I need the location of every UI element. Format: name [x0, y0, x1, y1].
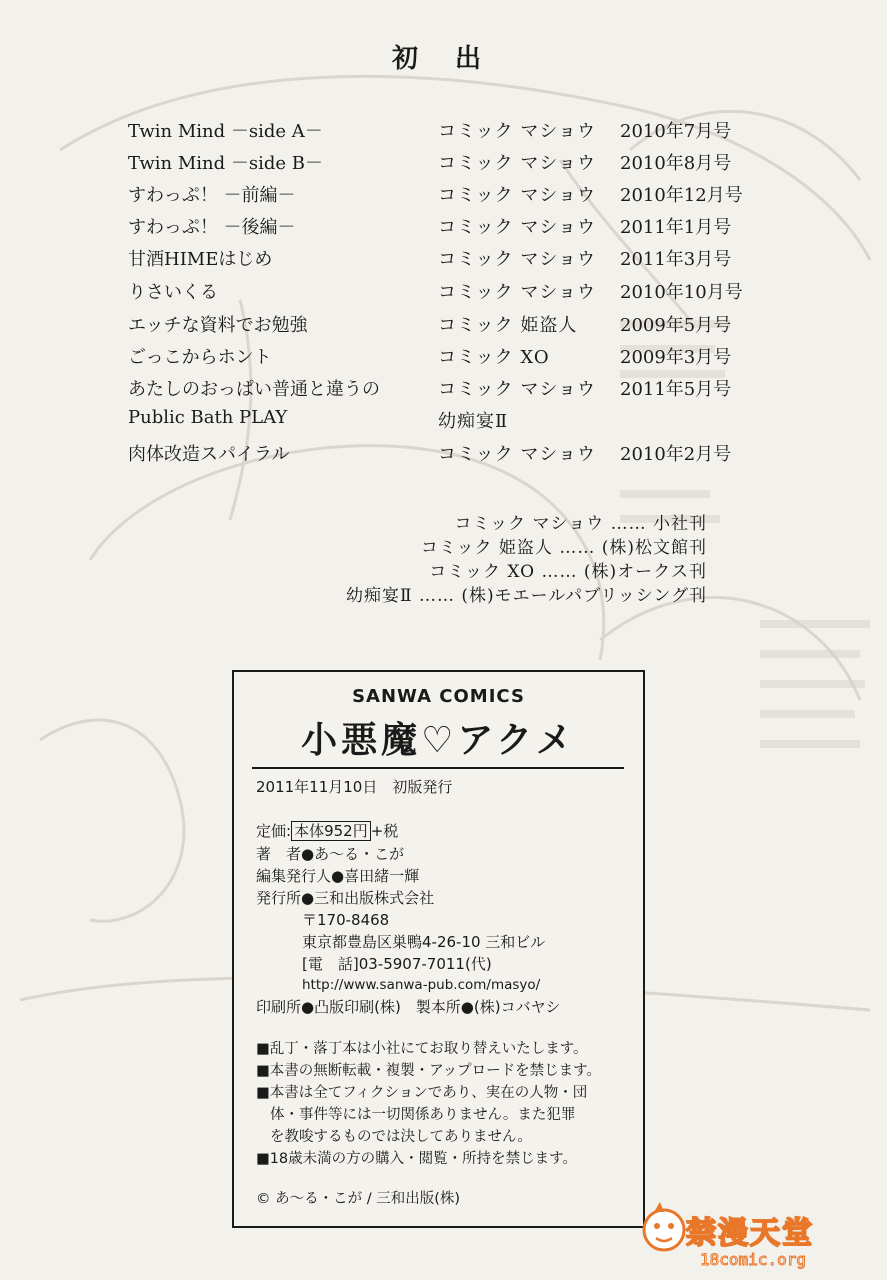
editor-line: 編集発行人●喜田緒一輝 — [256, 867, 420, 885]
story-title: すわっぷ！ －後編－ — [128, 217, 296, 238]
publisher-credit: コミック XO …… (株)オークス刊 — [429, 562, 707, 582]
story-title: すわっぷ！ －前編－ — [128, 185, 296, 206]
note-line: ■乱丁・落丁本は小社にてお取り替えいたします。 — [256, 1041, 588, 1057]
note-line: を教唆するものでは決してありません。 — [270, 1129, 532, 1145]
issue-date: 2010年12月号 — [620, 185, 743, 206]
story-title: エッチな資料でお勉強 — [128, 315, 308, 336]
publisher-credits — [346, 512, 707, 608]
price-label: 定価: — [256, 822, 292, 840]
magazine-name: コミック マショウ — [438, 153, 597, 174]
story-title: Twin Mind －side B－ — [128, 153, 323, 174]
postal-code: 〒170-8468 — [302, 911, 390, 929]
watermark-url: 18comic.org — [700, 1250, 806, 1269]
colophon-box — [232, 670, 645, 1228]
copyright: © あ～る・こが / 三和出版(株) — [256, 1191, 461, 1207]
issue-date: 2010年10月号 — [620, 282, 743, 303]
publisher-credit: コミック 姫盗人 …… (株)松文館刊 — [420, 538, 707, 558]
series-name: SANWA COMICS — [352, 686, 525, 707]
note-line: ■18歳未満の方の購入・閲覧・所持を禁じます。 — [256, 1151, 577, 1167]
price-line — [256, 820, 398, 842]
issue-date: 2011年1月号 — [620, 217, 732, 238]
price-value: 本体952円 — [291, 821, 371, 841]
magazine-name: コミック マショウ — [438, 121, 597, 142]
story-title: 甘酒HIMEはじめ — [128, 249, 273, 270]
story-title: あたしのおっぱい普通と違うの — [128, 379, 380, 400]
magazine-name: コミック マショウ — [438, 444, 597, 465]
watermark-text: 禁漫天堂 — [686, 1216, 814, 1251]
issue-date: 2011年3月号 — [620, 249, 732, 270]
issue-date: 2010年7月号 — [620, 121, 732, 142]
story-title: Twin Mind －side A－ — [128, 121, 323, 142]
divider — [252, 767, 624, 769]
publisher-credit: コミック マショウ …… 小社刊 — [454, 514, 707, 534]
magazine-name: コミック マショウ — [438, 185, 597, 206]
website-url: http://www.sanwa-pub.com/masyo/ — [302, 977, 541, 993]
story-title: 肉体改造スパイラル — [128, 444, 290, 465]
address: 東京都豊島区巣鴨4-26-10 三和ビル — [302, 933, 546, 951]
book-title: 小悪魔♡アクメ — [301, 719, 576, 761]
story-title: Public Bath PLAY — [128, 407, 288, 428]
note-line: ■本書は全てフィクションであり、実在の人物・団 — [256, 1085, 588, 1101]
issue-date: 2010年2月号 — [620, 444, 732, 465]
mascot-icon — [644, 1202, 684, 1250]
note-line: ■本書の無断転載・複製・アップロードを禁じます。 — [256, 1063, 602, 1079]
page-title: 初 出 — [391, 44, 496, 74]
issue-date: 2009年3月号 — [620, 347, 732, 368]
magazine-name: コミック マショウ — [438, 379, 597, 400]
magazine-name: コミック マショウ — [438, 217, 597, 238]
magazine-name: 幼痴宴Ⅱ — [438, 411, 509, 432]
magazine-name: コミック 姫盗人 — [438, 315, 578, 336]
magazine-name: コミック マショウ — [438, 282, 597, 303]
publisher-line: 発行所●三和出版株式会社 — [256, 889, 435, 907]
publisher-credit: 幼痴宴Ⅱ …… (株)モエールパブリッシング刊 — [346, 586, 707, 606]
story-title: りさいくる — [128, 282, 218, 303]
story-title: ごっこからホント — [128, 347, 272, 368]
phone: [電 話]03-5907-7011(代) — [302, 955, 492, 973]
magazine-name: コミック マショウ — [438, 249, 597, 270]
price-tax: +税 — [370, 822, 399, 840]
note-line: 体・事件等には一切関係ありません。また犯罪 — [270, 1107, 576, 1123]
release-date: 2011年11月10日 初版発行 — [256, 778, 453, 796]
issue-date: 2009年5月号 — [620, 315, 732, 336]
magazine-name: コミック XO — [438, 347, 550, 368]
issue-date: 2011年5月号 — [620, 379, 732, 400]
printer-line: 印刷所●凸版印刷(株) 製本所●(株)コバヤシ — [256, 998, 561, 1016]
author-line: 著 者●あ～る・こが — [256, 845, 405, 863]
issue-date: 2010年8月号 — [620, 153, 732, 174]
